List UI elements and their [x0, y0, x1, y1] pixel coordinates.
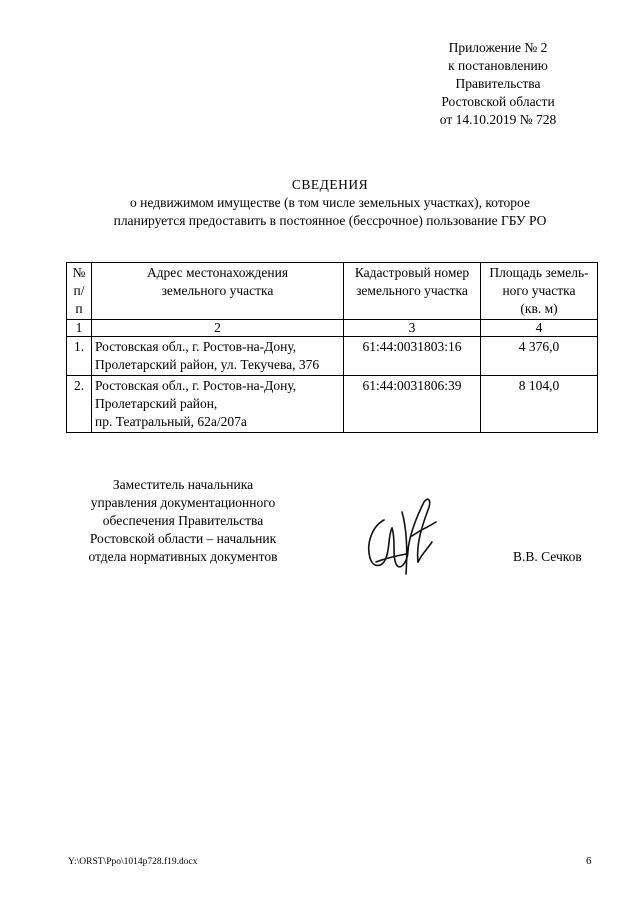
- appendix-reference: [428, 39, 568, 129]
- row-address: [92, 337, 344, 376]
- header-text: п/п: [73, 283, 85, 316]
- row-cadastral-number: 61:44:0031803:16: [344, 337, 481, 376]
- document-heading: [40, 176, 620, 230]
- appendix-line: от 14.10.2019 № 728: [439, 112, 557, 127]
- index-cell: 1: [67, 320, 92, 337]
- header-text: (кв. м): [520, 301, 558, 316]
- header-text: Кадастровый номер: [354, 265, 470, 280]
- signer-title-line: управления документационного: [90, 495, 276, 510]
- table-row: [67, 337, 598, 376]
- row-cadastral-number: 61:44:0031806:39: [344, 376, 481, 433]
- appendix-line: Правительства: [455, 76, 541, 91]
- appendix-line: к постановлению: [448, 58, 548, 73]
- header-text: земельного участка: [161, 283, 274, 298]
- index-cell: 3: [344, 320, 481, 337]
- signer-title-line: Заместитель начальника: [112, 477, 254, 492]
- address-line: Ростовская обл., г. Ростов-на-Дону,: [95, 378, 297, 393]
- header-cadastral: [344, 263, 481, 320]
- signer-name: В.В. Сечков: [513, 549, 582, 564]
- footer-file-path: Y:\ORST\Ppo\1014p728.f19.docx: [68, 857, 198, 867]
- row-area: 8 104,0: [481, 376, 598, 433]
- document-title: СВЕДЕНИЯ: [291, 177, 369, 192]
- signer-title-line: отдела нормативных документов: [88, 549, 278, 564]
- appendix-line: Ростовской области: [441, 94, 555, 109]
- table-index-row: [67, 320, 598, 337]
- table-header-row: [67, 263, 598, 320]
- handwritten-signature: [362, 492, 440, 582]
- row-address: [92, 376, 344, 433]
- header-text: №: [72, 265, 86, 280]
- address-line: Пролетарский район, ул. Текучева, 376: [95, 357, 320, 372]
- page-number: 6: [586, 855, 592, 867]
- header-text: ного участка: [502, 283, 576, 298]
- appendix-line: Приложение № 2: [448, 40, 548, 55]
- header-area: [481, 263, 598, 320]
- address-line: Пролетарский район,: [95, 396, 218, 411]
- header-number: [67, 263, 92, 320]
- header-text: Площадь земель-: [489, 265, 589, 280]
- signer-title-line: Ростовской области – начальник: [89, 531, 277, 546]
- address-line: Ростовская обл., г. Ростов-на-Дону,: [95, 339, 297, 354]
- table-row: [67, 376, 598, 433]
- row-area: 4 376,0: [481, 337, 598, 376]
- land-plots-table: [66, 262, 598, 433]
- row-number: 1.: [67, 337, 92, 376]
- index-cell: 4: [481, 320, 598, 337]
- header-text: Адрес местонахождения: [146, 265, 289, 280]
- document-subtitle-line: о недвижимом имуществе (в том числе земельных участках), которое: [130, 195, 530, 210]
- row-number: 2.: [67, 376, 92, 433]
- index-cell: 2: [92, 320, 344, 337]
- document-subtitle-line: планируется предоставить в постоянное (бессрочное) пользование ГБУ РО: [113, 213, 547, 228]
- header-text: земельного участка: [356, 283, 468, 298]
- header-address: [92, 263, 344, 320]
- signer-title-line: обеспечения Правительства: [102, 513, 264, 528]
- address-line: пр. Театральный, 62а/207а: [95, 414, 247, 429]
- signer-position: [70, 476, 296, 566]
